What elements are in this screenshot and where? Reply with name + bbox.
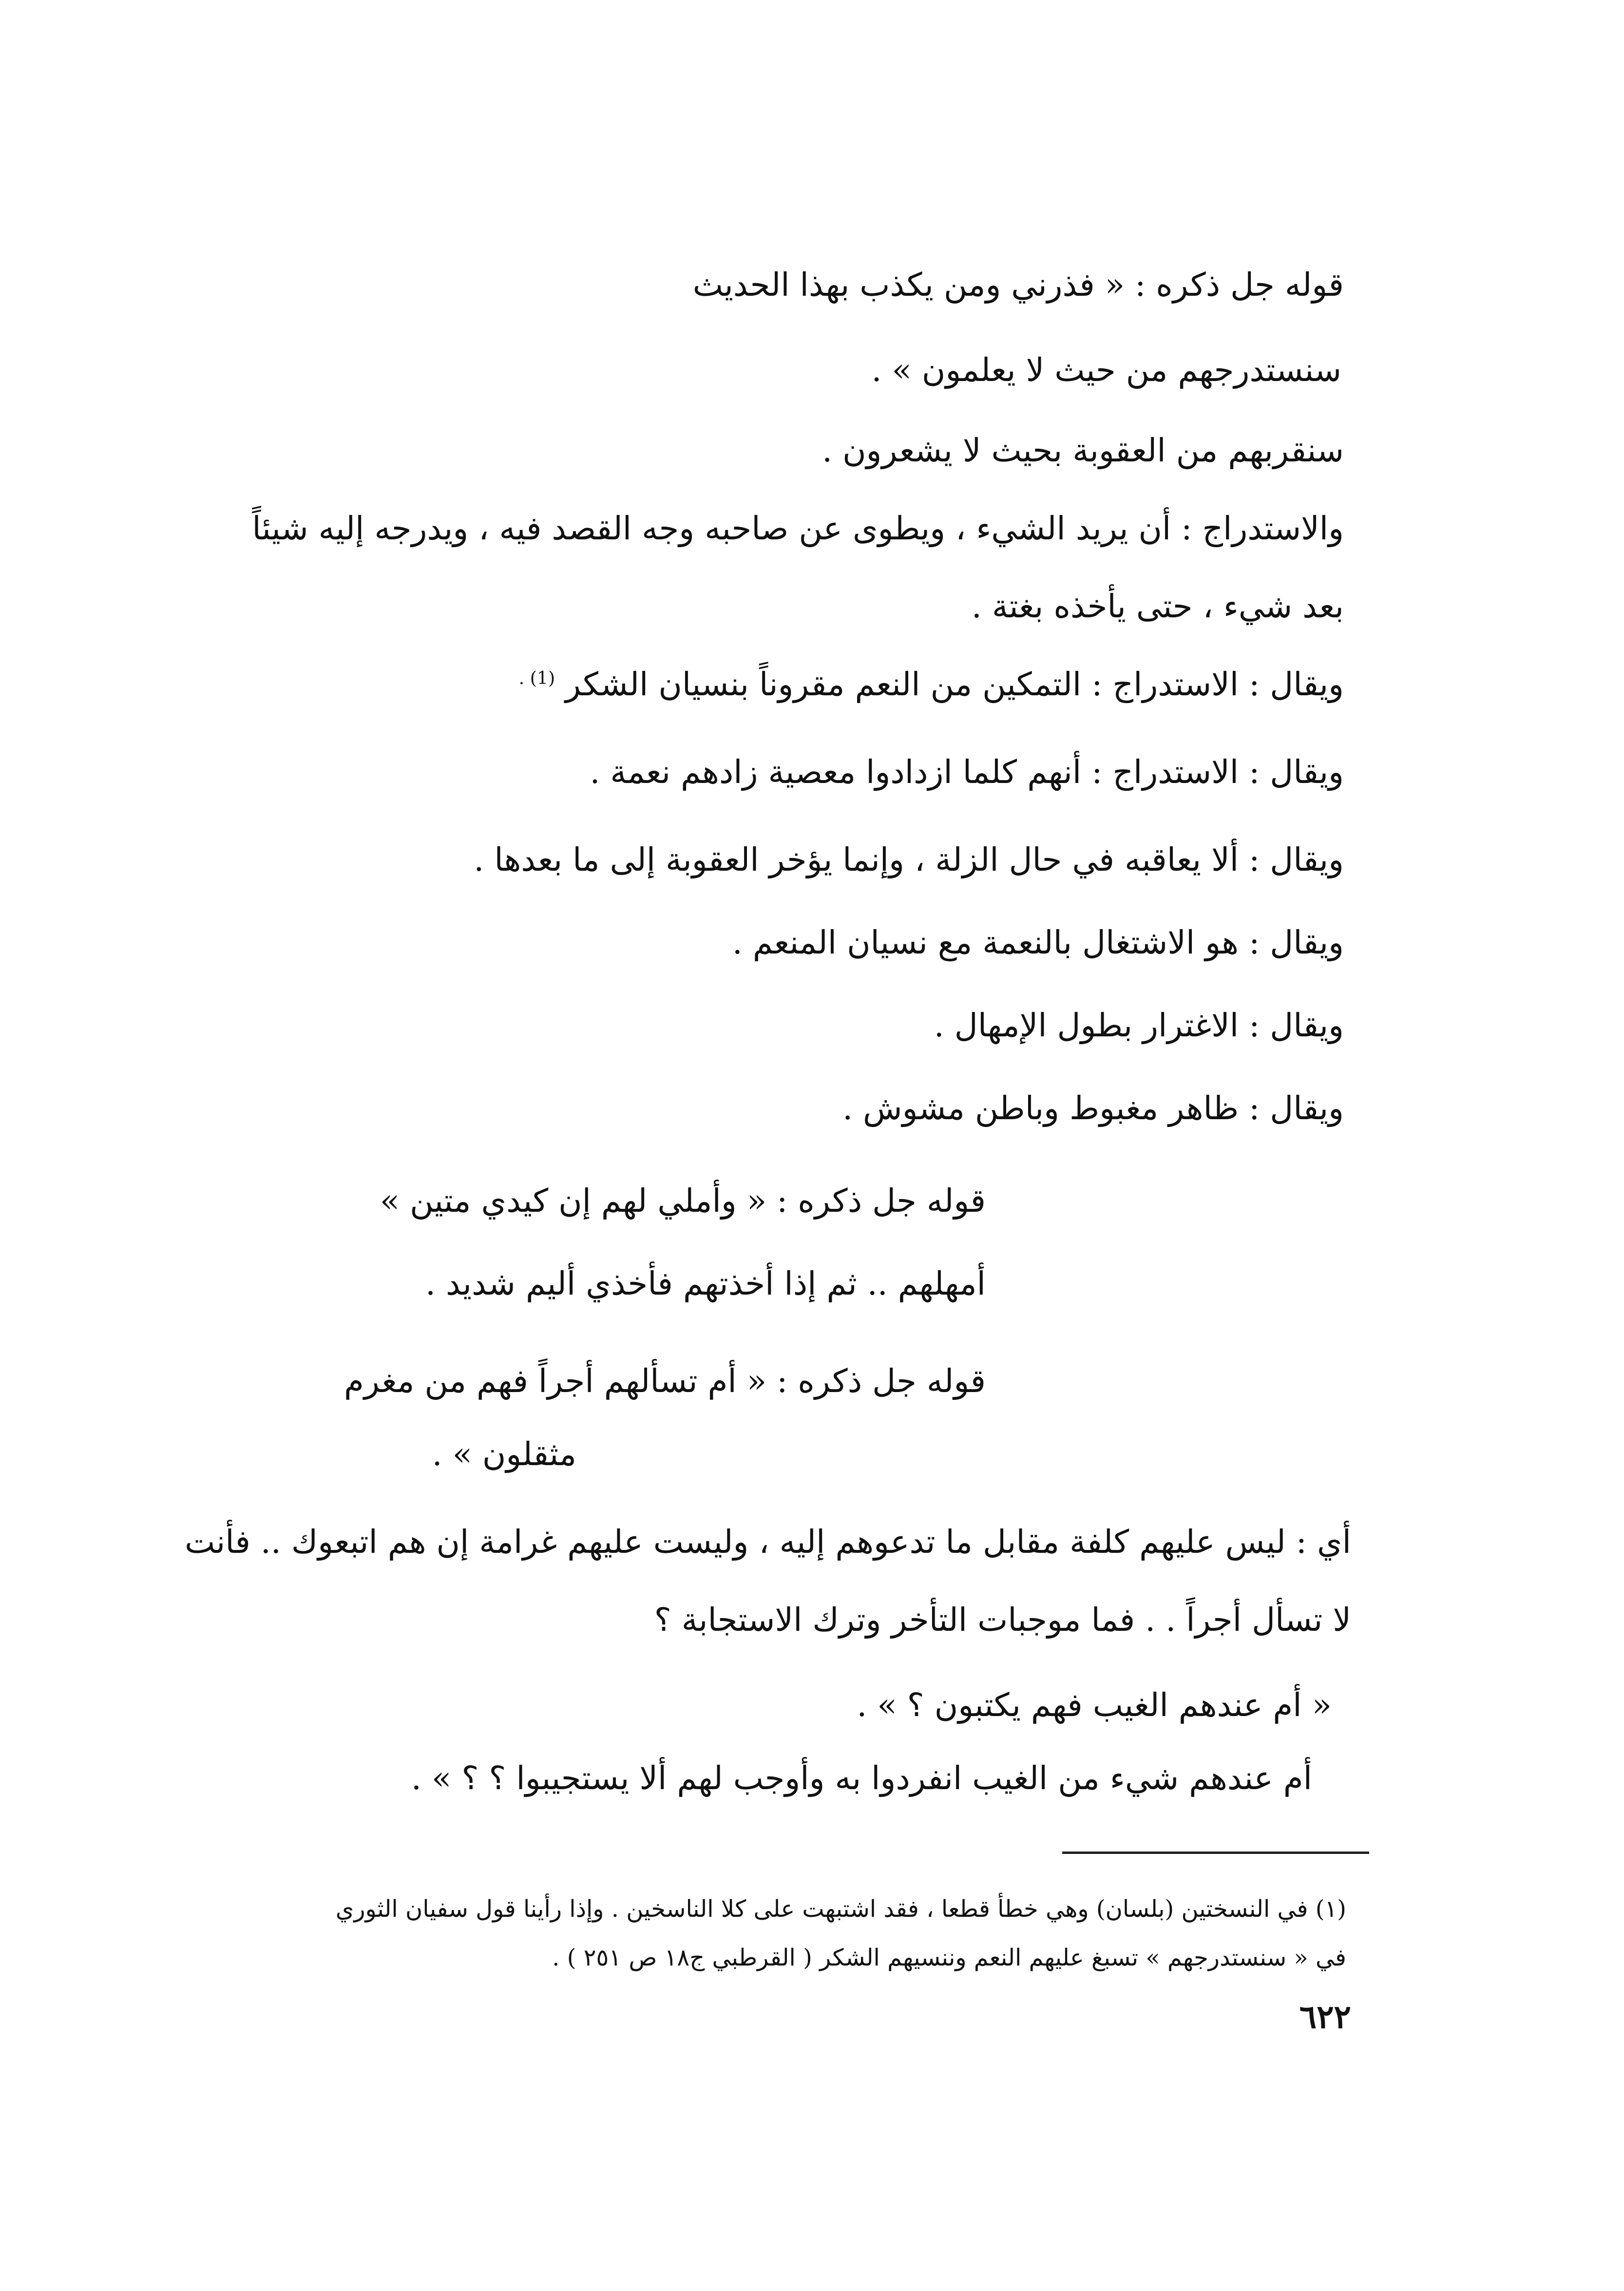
text-line: لا تسأل أجراً . . فما موجبات التأخر وترك الاستجابة ؟ (654, 1601, 1351, 1639)
verse-heading-line-1: « أم عندهم الغيب فهم يكتبون ؟ » . (857, 1686, 1332, 1724)
footnote-marker: (1) . (518, 668, 555, 688)
text-line: بعد شيء ، حتى يأخذه بغتة . (971, 588, 1344, 625)
text-line: ويقال : ألا يعاقبه في حال الزلة ، وإنما يؤخر العقوبة إلى ما بعدها . (474, 841, 1344, 878)
footnote-line: (١) في النسختين (بلسان) وهي خطأ قطعا ، فقد اشتبهت على كلا الناسخين . وإذا رأينا قول سفيان الثوري (335, 1895, 1346, 1923)
text-line: ويقال : ظاهر مغبوط وباطن مشوش . (842, 1089, 1344, 1127)
text-line: والاستدراج : أن يريد الشيء ، ويطوى عن صاحبه وجه القصد فيه ، ويدرجه إليه شيئاً (252, 510, 1344, 547)
verse-heading-line-2: سنستدرجهم من حيث لا يعلمون » . (871, 351, 1341, 389)
text-line: أم عندهم شيء من الغيب انفردوا به وأوجب لهم ألا يستجيبوا ؟ ؟ » . (411, 1759, 1312, 1797)
text-line: سنقربهم من العقوبة بحيث لا يشعرون . (822, 432, 1344, 469)
text-line: أي : ليس عليهم كلفة مقابل ما تدعوهم إليه ، وليست عليهم غرامة إن هم اتبعوك .. فأنت (185, 1523, 1351, 1561)
text-line: ويقال : الاغترار بطول الإمهال . (934, 1007, 1344, 1044)
page-number: ٦٢٢ (1299, 1998, 1351, 2036)
verse-heading-line-1: قوله جل ذكره : « وأملي لهم إن كيدي متين » (380, 1182, 986, 1220)
text-line (519, 665, 1344, 704)
verse-heading-line-2: مثقلون » . (432, 1435, 576, 1473)
text-line: أمهلهم .. ثم إذا أخذتهم فأخذي أليم شديد . (425, 1265, 986, 1302)
footnote-divider (1062, 1852, 1369, 1854)
verse-heading-line-1: قوله جل ذكره : « فذرني ومن يكذب بهذا الحديث (692, 266, 1344, 304)
verse-heading-line-1: قوله جل ذكره : « أم تسألهم أجراً فهم من مغرم (344, 1362, 986, 1400)
text-line: ويقال : الاستدراج : أنهم كلما ازدادوا معصية زادهم نعمة . (590, 753, 1344, 791)
line-text: ويقال : الاستدراج : التمكين من النعم مقروناً بنسيان الشكر (565, 666, 1344, 703)
footnote-line: في « سنستدرجهم » تسبغ عليهم النعم وننسيهم الشكر ( القرطبي ج١٨ ص ٢٥١ ) . (552, 1944, 1346, 1971)
text-line: ويقال : هو الاشتغال بالنعمة مع نسيان المنعم . (732, 924, 1344, 961)
